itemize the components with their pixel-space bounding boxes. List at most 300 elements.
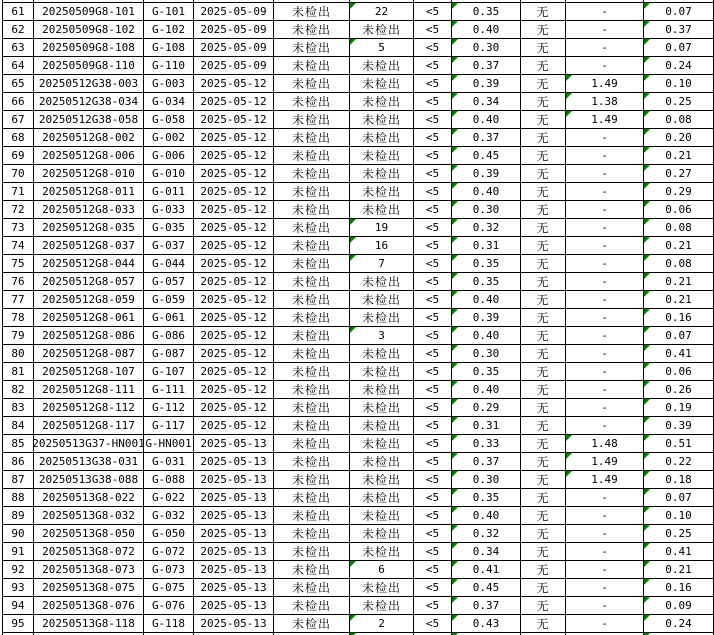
point-code-cell[interactable]	[143, 272, 194, 291]
result5-cell[interactable]	[520, 362, 566, 381]
result6-cell[interactable]	[565, 74, 644, 93]
row-number-cell[interactable]	[2, 254, 34, 273]
result6-cell[interactable]	[565, 326, 644, 345]
result7-cell[interactable]	[643, 182, 714, 201]
result1-cell[interactable]	[273, 398, 350, 417]
row-number-cell[interactable]	[2, 416, 34, 435]
result7-cell[interactable]	[643, 218, 714, 237]
sample-id-cell[interactable]	[33, 218, 144, 237]
point-code-cell[interactable]	[143, 362, 194, 381]
sample-id-cell[interactable]	[33, 290, 144, 309]
result5-cell[interactable]	[520, 506, 566, 525]
result5-cell[interactable]	[520, 596, 566, 615]
result7-cell[interactable]	[643, 578, 714, 597]
result4-cell[interactable]	[451, 434, 521, 453]
result7-cell[interactable]	[643, 380, 714, 399]
date-cell[interactable]	[193, 146, 274, 165]
result1-cell[interactable]	[273, 380, 350, 399]
row-number-cell[interactable]	[2, 326, 34, 345]
point-code-cell[interactable]	[143, 236, 194, 255]
result1-cell[interactable]	[273, 236, 350, 255]
sample-id-cell[interactable]	[33, 470, 144, 489]
result4-cell[interactable]	[451, 362, 521, 381]
result2-cell[interactable]	[349, 362, 414, 381]
result3-cell[interactable]	[413, 362, 452, 381]
result7-cell[interactable]	[643, 596, 714, 615]
result6-cell[interactable]	[565, 128, 644, 147]
row-number-cell[interactable]	[2, 596, 34, 615]
date-cell[interactable]	[193, 164, 274, 183]
date-cell[interactable]	[193, 344, 274, 363]
result1-cell[interactable]	[273, 56, 350, 75]
row-number-cell[interactable]	[2, 38, 34, 57]
date-cell[interactable]	[193, 560, 274, 579]
point-code-cell[interactable]	[143, 596, 194, 615]
result4-cell[interactable]	[451, 542, 521, 561]
result1-cell[interactable]	[273, 74, 350, 93]
row-number-cell[interactable]	[2, 452, 34, 471]
result5-cell[interactable]	[520, 254, 566, 273]
result5-cell[interactable]	[520, 398, 566, 417]
result6-cell[interactable]	[565, 434, 644, 453]
result4-cell[interactable]	[451, 578, 521, 597]
result4-cell[interactable]	[451, 614, 521, 633]
result3-cell[interactable]	[413, 326, 452, 345]
result1-cell[interactable]	[273, 452, 350, 471]
sample-id-cell[interactable]	[33, 434, 144, 453]
result5-cell[interactable]	[520, 74, 566, 93]
date-cell[interactable]	[193, 128, 274, 147]
point-code-cell[interactable]	[143, 56, 194, 75]
result7-cell[interactable]	[643, 146, 714, 165]
point-code-cell[interactable]	[143, 578, 194, 597]
result4-cell[interactable]	[451, 524, 521, 543]
result5-cell[interactable]	[520, 146, 566, 165]
result5-cell[interactable]	[520, 578, 566, 597]
row-number-cell[interactable]	[2, 434, 34, 453]
result7-cell[interactable]	[643, 74, 714, 93]
sample-id-cell[interactable]	[33, 20, 144, 39]
result4-cell[interactable]	[451, 128, 521, 147]
row-number-cell[interactable]	[2, 92, 34, 111]
result1-cell[interactable]	[273, 290, 350, 309]
result3-cell[interactable]	[413, 452, 452, 471]
sample-id-cell[interactable]	[33, 236, 144, 255]
result6-cell[interactable]	[565, 488, 644, 507]
result6-cell[interactable]	[565, 416, 644, 435]
result6-cell[interactable]	[565, 380, 644, 399]
row-number-cell[interactable]	[2, 344, 34, 363]
result5-cell[interactable]	[520, 488, 566, 507]
result5-cell[interactable]	[520, 110, 566, 129]
sample-id-cell[interactable]	[33, 254, 144, 273]
result4-cell[interactable]	[451, 506, 521, 525]
row-number-cell[interactable]	[2, 110, 34, 129]
row-number-cell[interactable]	[2, 470, 34, 489]
result3-cell[interactable]	[413, 20, 452, 39]
result3-cell[interactable]	[413, 254, 452, 273]
result6-cell[interactable]	[565, 344, 644, 363]
result6-cell[interactable]	[565, 146, 644, 165]
result6-cell[interactable]	[565, 20, 644, 39]
result3-cell[interactable]	[413, 110, 452, 129]
result1-cell[interactable]	[273, 92, 350, 111]
point-code-cell[interactable]	[143, 614, 194, 633]
result7-cell[interactable]	[643, 614, 714, 633]
row-number-cell[interactable]	[2, 380, 34, 399]
result2-cell[interactable]	[349, 344, 414, 363]
result7-cell[interactable]	[643, 506, 714, 525]
result6-cell[interactable]	[565, 452, 644, 471]
result3-cell[interactable]	[413, 218, 452, 237]
result3-cell[interactable]	[413, 200, 452, 219]
date-cell[interactable]	[193, 182, 274, 201]
result3-cell[interactable]	[413, 164, 452, 183]
result5-cell[interactable]	[520, 236, 566, 255]
result1-cell[interactable]	[273, 20, 350, 39]
result6-cell[interactable]	[565, 290, 644, 309]
date-cell[interactable]	[193, 326, 274, 345]
result6-cell[interactable]	[565, 470, 644, 489]
result5-cell[interactable]	[520, 542, 566, 561]
result5-cell[interactable]	[520, 524, 566, 543]
date-cell[interactable]	[193, 92, 274, 111]
result3-cell[interactable]	[413, 488, 452, 507]
result1-cell[interactable]	[273, 434, 350, 453]
sample-id-cell[interactable]	[33, 344, 144, 363]
sample-id-cell[interactable]	[33, 506, 144, 525]
result5-cell[interactable]	[520, 470, 566, 489]
result7-cell[interactable]	[643, 398, 714, 417]
point-code-cell[interactable]	[143, 488, 194, 507]
result5-cell[interactable]	[520, 92, 566, 111]
result4-cell[interactable]	[451, 272, 521, 291]
result6-cell[interactable]	[565, 56, 644, 75]
point-code-cell[interactable]	[143, 74, 194, 93]
result3-cell[interactable]	[413, 578, 452, 597]
result7-cell[interactable]	[643, 56, 714, 75]
result1-cell[interactable]	[273, 2, 350, 21]
row-number-cell[interactable]	[2, 236, 34, 255]
result3-cell[interactable]	[413, 416, 452, 435]
point-code-cell[interactable]	[143, 506, 194, 525]
sample-id-cell[interactable]	[33, 308, 144, 327]
result6-cell[interactable]	[565, 272, 644, 291]
result2-cell[interactable]	[349, 56, 414, 75]
result7-cell[interactable]	[643, 290, 714, 309]
result1-cell[interactable]	[273, 254, 350, 273]
result7-cell[interactable]	[643, 326, 714, 345]
sample-id-cell[interactable]	[33, 74, 144, 93]
sample-id-cell[interactable]	[33, 380, 144, 399]
result4-cell[interactable]	[451, 146, 521, 165]
row-number-cell[interactable]	[2, 20, 34, 39]
point-code-cell[interactable]	[143, 182, 194, 201]
row-number-cell[interactable]	[2, 614, 34, 633]
result5-cell[interactable]	[520, 218, 566, 237]
row-number-cell[interactable]	[2, 524, 34, 543]
point-code-cell[interactable]	[143, 326, 194, 345]
date-cell[interactable]	[193, 218, 274, 237]
result4-cell[interactable]	[451, 236, 521, 255]
date-cell[interactable]	[193, 56, 274, 75]
result3-cell[interactable]	[413, 524, 452, 543]
result1-cell[interactable]	[273, 308, 350, 327]
result2-cell[interactable]	[349, 236, 414, 255]
point-code-cell[interactable]	[143, 416, 194, 435]
result4-cell[interactable]	[451, 164, 521, 183]
result3-cell[interactable]	[413, 380, 452, 399]
result4-cell[interactable]	[451, 416, 521, 435]
result4-cell[interactable]	[451, 308, 521, 327]
result1-cell[interactable]	[273, 596, 350, 615]
row-number-cell[interactable]	[2, 200, 34, 219]
point-code-cell[interactable]	[143, 164, 194, 183]
result4-cell[interactable]	[451, 110, 521, 129]
result2-cell[interactable]	[349, 488, 414, 507]
sample-id-cell[interactable]	[33, 560, 144, 579]
result3-cell[interactable]	[413, 434, 452, 453]
date-cell[interactable]	[193, 470, 274, 489]
sample-id-cell[interactable]	[33, 128, 144, 147]
result2-cell[interactable]	[349, 452, 414, 471]
result1-cell[interactable]	[273, 326, 350, 345]
result2-cell[interactable]	[349, 290, 414, 309]
sample-id-cell[interactable]	[33, 596, 144, 615]
row-number-cell[interactable]	[2, 272, 34, 291]
point-code-cell[interactable]	[143, 434, 194, 453]
date-cell[interactable]	[193, 236, 274, 255]
result1-cell[interactable]	[273, 524, 350, 543]
result5-cell[interactable]	[520, 164, 566, 183]
result2-cell[interactable]	[349, 596, 414, 615]
sample-id-cell[interactable]	[33, 272, 144, 291]
date-cell[interactable]	[193, 542, 274, 561]
result7-cell[interactable]	[643, 236, 714, 255]
result6-cell[interactable]	[565, 2, 644, 21]
date-cell[interactable]	[193, 452, 274, 471]
result1-cell[interactable]	[273, 182, 350, 201]
result7-cell[interactable]	[643, 110, 714, 129]
result2-cell[interactable]	[349, 578, 414, 597]
result5-cell[interactable]	[520, 182, 566, 201]
result7-cell[interactable]	[643, 560, 714, 579]
result2-cell[interactable]	[349, 110, 414, 129]
date-cell[interactable]	[193, 380, 274, 399]
result6-cell[interactable]	[565, 398, 644, 417]
result7-cell[interactable]	[643, 200, 714, 219]
sample-id-cell[interactable]	[33, 488, 144, 507]
result4-cell[interactable]	[451, 398, 521, 417]
result4-cell[interactable]	[451, 254, 521, 273]
result4-cell[interactable]	[451, 344, 521, 363]
result3-cell[interactable]	[413, 560, 452, 579]
result2-cell[interactable]	[349, 542, 414, 561]
date-cell[interactable]	[193, 20, 274, 39]
result2-cell[interactable]	[349, 380, 414, 399]
result3-cell[interactable]	[413, 272, 452, 291]
result1-cell[interactable]	[273, 488, 350, 507]
result7-cell[interactable]	[643, 272, 714, 291]
sample-id-cell[interactable]	[33, 524, 144, 543]
result6-cell[interactable]	[565, 182, 644, 201]
sample-id-cell[interactable]	[33, 452, 144, 471]
result2-cell[interactable]	[349, 182, 414, 201]
result5-cell[interactable]	[520, 614, 566, 633]
result2-cell[interactable]	[349, 200, 414, 219]
result2-cell[interactable]	[349, 164, 414, 183]
row-number-cell[interactable]	[2, 128, 34, 147]
result6-cell[interactable]	[565, 614, 644, 633]
point-code-cell[interactable]	[143, 20, 194, 39]
result5-cell[interactable]	[520, 560, 566, 579]
result4-cell[interactable]	[451, 326, 521, 345]
date-cell[interactable]	[193, 2, 274, 21]
result6-cell[interactable]	[565, 92, 644, 111]
result5-cell[interactable]	[520, 2, 566, 21]
result4-cell[interactable]	[451, 596, 521, 615]
result3-cell[interactable]	[413, 506, 452, 525]
result5-cell[interactable]	[520, 38, 566, 57]
date-cell[interactable]	[193, 74, 274, 93]
date-cell[interactable]	[193, 596, 274, 615]
result1-cell[interactable]	[273, 218, 350, 237]
result7-cell[interactable]	[643, 2, 714, 21]
row-number-cell[interactable]	[2, 362, 34, 381]
sample-id-cell[interactable]	[33, 56, 144, 75]
result1-cell[interactable]	[273, 362, 350, 381]
result7-cell[interactable]	[643, 362, 714, 381]
result5-cell[interactable]	[520, 434, 566, 453]
result2-cell[interactable]	[349, 506, 414, 525]
result4-cell[interactable]	[451, 380, 521, 399]
result3-cell[interactable]	[413, 596, 452, 615]
result2-cell[interactable]	[349, 254, 414, 273]
result3-cell[interactable]	[413, 470, 452, 489]
result1-cell[interactable]	[273, 416, 350, 435]
result6-cell[interactable]	[565, 236, 644, 255]
sample-id-cell[interactable]	[33, 614, 144, 633]
result5-cell[interactable]	[520, 344, 566, 363]
date-cell[interactable]	[193, 524, 274, 543]
point-code-cell[interactable]	[143, 452, 194, 471]
point-code-cell[interactable]	[143, 308, 194, 327]
point-code-cell[interactable]	[143, 200, 194, 219]
result3-cell[interactable]	[413, 398, 452, 417]
result2-cell[interactable]	[349, 614, 414, 633]
result1-cell[interactable]	[273, 164, 350, 183]
sample-id-cell[interactable]	[33, 92, 144, 111]
sample-id-cell[interactable]	[33, 326, 144, 345]
date-cell[interactable]	[193, 488, 274, 507]
result3-cell[interactable]	[413, 344, 452, 363]
result4-cell[interactable]	[451, 488, 521, 507]
result7-cell[interactable]	[643, 524, 714, 543]
date-cell[interactable]	[193, 308, 274, 327]
result3-cell[interactable]	[413, 614, 452, 633]
result6-cell[interactable]	[565, 254, 644, 273]
result3-cell[interactable]	[413, 92, 452, 111]
result5-cell[interactable]	[520, 452, 566, 471]
result2-cell[interactable]	[349, 20, 414, 39]
result4-cell[interactable]	[451, 470, 521, 489]
result7-cell[interactable]	[643, 488, 714, 507]
result4-cell[interactable]	[451, 200, 521, 219]
date-cell[interactable]	[193, 398, 274, 417]
result6-cell[interactable]	[565, 200, 644, 219]
point-code-cell[interactable]	[143, 542, 194, 561]
point-code-cell[interactable]	[143, 218, 194, 237]
result1-cell[interactable]	[273, 344, 350, 363]
result4-cell[interactable]	[451, 38, 521, 57]
result1-cell[interactable]	[273, 578, 350, 597]
result1-cell[interactable]	[273, 38, 350, 57]
result2-cell[interactable]	[349, 434, 414, 453]
result1-cell[interactable]	[273, 614, 350, 633]
result2-cell[interactable]	[349, 74, 414, 93]
result5-cell[interactable]	[520, 326, 566, 345]
date-cell[interactable]	[193, 38, 274, 57]
result3-cell[interactable]	[413, 542, 452, 561]
sample-id-cell[interactable]	[33, 182, 144, 201]
row-number-cell[interactable]	[2, 542, 34, 561]
result3-cell[interactable]	[413, 146, 452, 165]
result5-cell[interactable]	[520, 56, 566, 75]
result4-cell[interactable]	[451, 218, 521, 237]
result5-cell[interactable]	[520, 200, 566, 219]
result6-cell[interactable]	[565, 542, 644, 561]
result5-cell[interactable]	[520, 20, 566, 39]
result3-cell[interactable]	[413, 128, 452, 147]
result1-cell[interactable]	[273, 110, 350, 129]
row-number-cell[interactable]	[2, 218, 34, 237]
result3-cell[interactable]	[413, 56, 452, 75]
row-number-cell[interactable]	[2, 506, 34, 525]
result7-cell[interactable]	[643, 38, 714, 57]
result5-cell[interactable]	[520, 128, 566, 147]
row-number-cell[interactable]	[2, 74, 34, 93]
result4-cell[interactable]	[451, 182, 521, 201]
result6-cell[interactable]	[565, 596, 644, 615]
date-cell[interactable]	[193, 110, 274, 129]
result2-cell[interactable]	[349, 560, 414, 579]
result2-cell[interactable]	[349, 272, 414, 291]
row-number-cell[interactable]	[2, 308, 34, 327]
sample-id-cell[interactable]	[33, 398, 144, 417]
result7-cell[interactable]	[643, 254, 714, 273]
result6-cell[interactable]	[565, 38, 644, 57]
point-code-cell[interactable]	[143, 110, 194, 129]
result4-cell[interactable]	[451, 20, 521, 39]
date-cell[interactable]	[193, 434, 274, 453]
point-code-cell[interactable]	[143, 92, 194, 111]
sample-id-cell[interactable]	[33, 542, 144, 561]
row-number-cell[interactable]	[2, 578, 34, 597]
result3-cell[interactable]	[413, 308, 452, 327]
result1-cell[interactable]	[273, 128, 350, 147]
point-code-cell[interactable]	[143, 2, 194, 21]
result6-cell[interactable]	[565, 218, 644, 237]
result5-cell[interactable]	[520, 416, 566, 435]
result3-cell[interactable]	[413, 182, 452, 201]
date-cell[interactable]	[193, 506, 274, 525]
result5-cell[interactable]	[520, 380, 566, 399]
row-number-cell[interactable]	[2, 398, 34, 417]
sample-id-cell[interactable]	[33, 164, 144, 183]
result2-cell[interactable]	[349, 2, 414, 21]
result1-cell[interactable]	[273, 272, 350, 291]
result7-cell[interactable]	[643, 416, 714, 435]
